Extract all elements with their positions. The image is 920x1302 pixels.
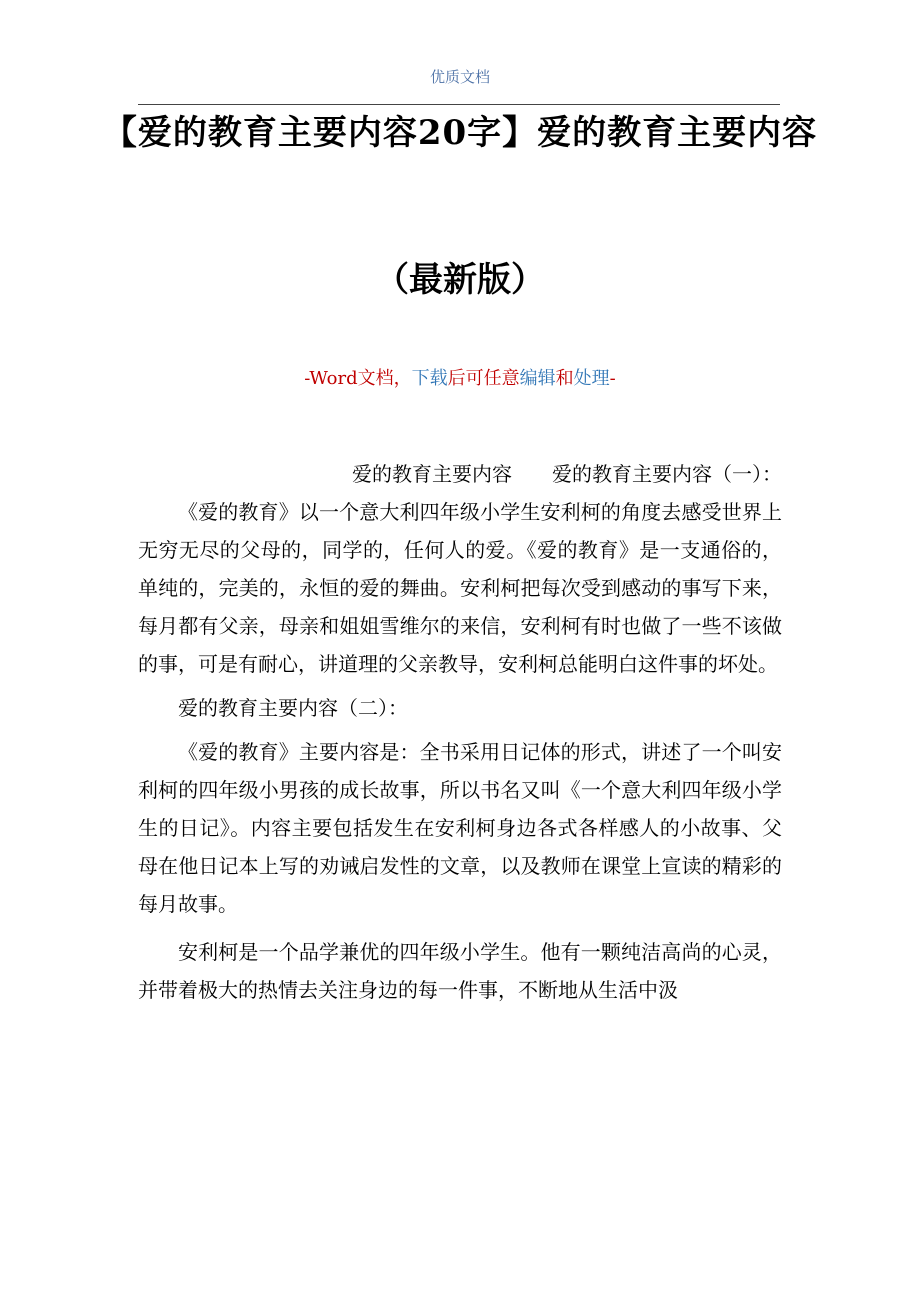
note-part-1: -Word文档， [304, 368, 412, 389]
note-part-3: 后可任意 [447, 368, 520, 389]
note-part-2: 下载 [411, 368, 448, 389]
paragraph-2: 《爱的教育》主要内容是：全书采用日记体的形式，讲述了一个叫安利柯的四年级小男孩的成长故事，所以书名又叫《一个意大利四年级小学生的日记》。内容主要包括发生在安利柯身边各式各样感人的小故事、父母在他日记本上写的劝诫启发性的文章，以及教师在课堂上宣读的精彩的每月故事。 [138, 740, 782, 916]
header-label: 优质文档 [429, 68, 490, 86]
note-part-6: 处理 [573, 368, 610, 389]
document-title: 【爱的教育主要内容20字】爱的教育主要内容 [102, 113, 818, 153]
intro-line: 爱的教育主要内容 爱的教育主要内容（一）： [352, 462, 782, 486]
note-part-7: - [609, 368, 616, 389]
edition-label: （最新版） [375, 260, 545, 300]
header-divider [138, 104, 780, 105]
section-heading-2: 爱的教育主要内容（二）： [178, 696, 408, 720]
word-document-note [0, 364, 920, 390]
paragraph-3: 安利柯是一个品学兼优的四年级小学生。他有一颗纯洁高尚的心灵，并带着极大的热情去关注身边的每一件事，不断地从生活中汲 [138, 940, 782, 1002]
note-part-5: 和 [555, 368, 574, 389]
document-body [138, 455, 782, 1009]
paragraph-1: 《爱的教育》以一个意大利四年级小学生安利柯的角度去感受世界上无穷无尽的父母的，同学的，任何人的爱。《爱的教育》是一支通俗的，单纯的，完美的，永恒的爱的舞曲。安利柯把每次受到感动的事写下来，每月都有父亲，母亲和姐姐雪维尔的来信，安利柯有时也做了一些不该做的事，可是有耐心，讲道理的父亲教导，安利柯总能明白这件事的坏处。 [138, 500, 782, 676]
note-part-4: 编辑 [519, 368, 556, 389]
